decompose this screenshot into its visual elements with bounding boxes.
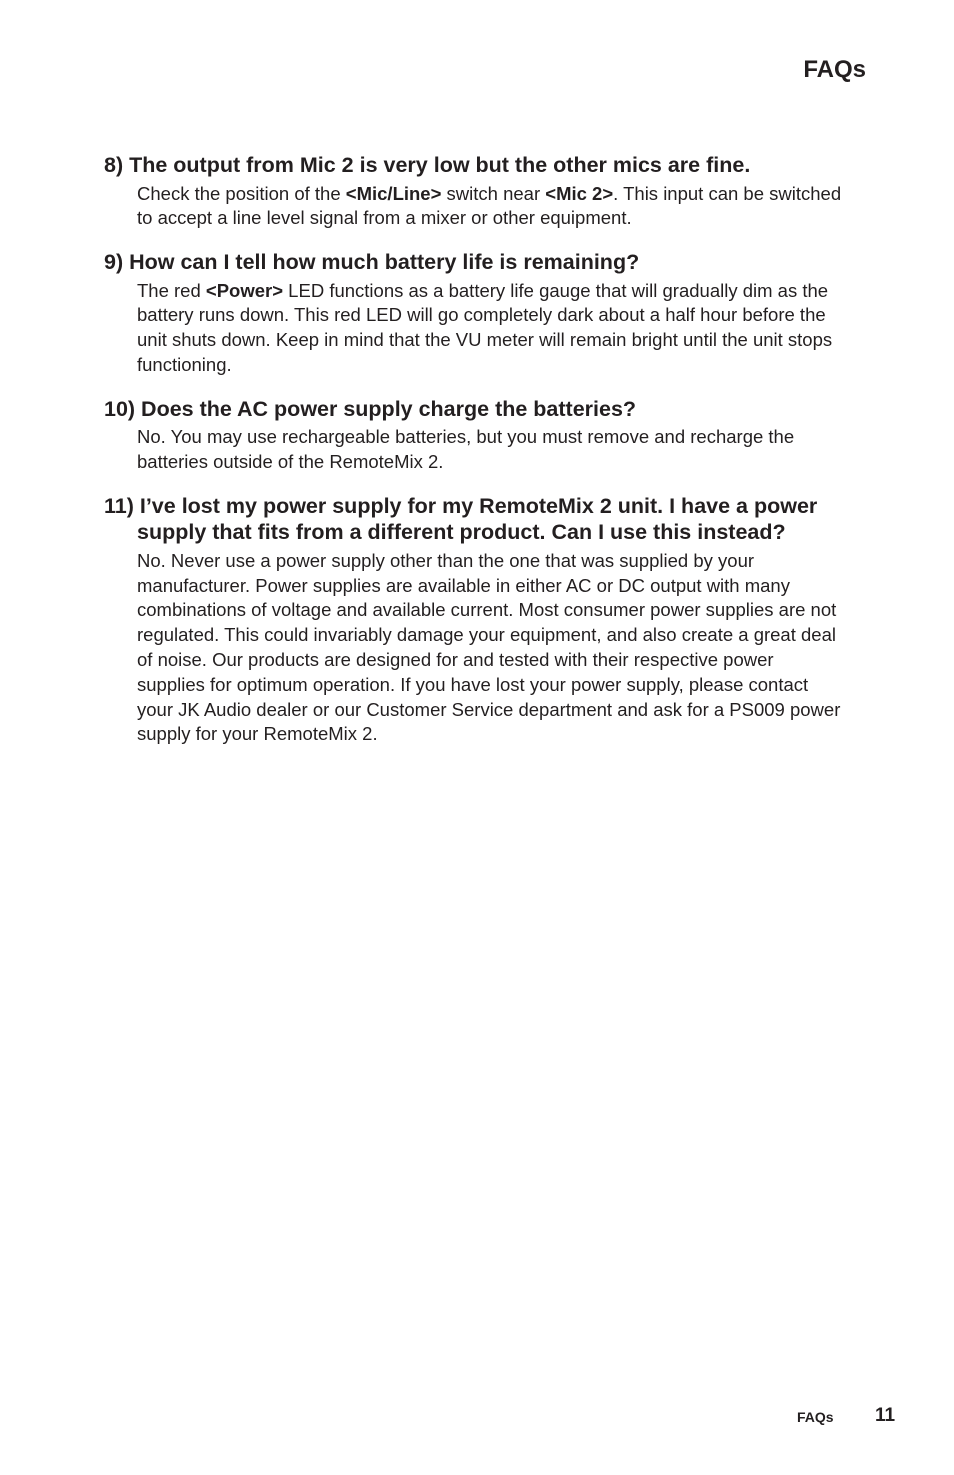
faq-answer [104, 549, 846, 747]
answer-text: LED functions as a battery life gauge that will gradually dim as the battery runs down. This red LED will go completely dark about a half hour before the unit shuts down. Keep in mind that the VU meter will remain bright until the unit stops functioning. [137, 279, 833, 375]
answer-text: Check the position of the [137, 182, 346, 204]
answer-text: . This input can be switched to accept a line level signal from a mixer or other equipment. [137, 182, 842, 229]
faq-answer [104, 182, 846, 232]
answer-text: switch near [441, 182, 546, 204]
faq-item-8 [104, 152, 846, 231]
page-number: 11 [875, 1405, 896, 1426]
faq-item-11 [104, 493, 846, 747]
faq-answer [104, 425, 846, 475]
faq-item-9 [104, 249, 846, 378]
page-title: FAQs [803, 56, 866, 83]
answer-text: No. Never use a power supply other than the one that was supplied by your manufacturer. Power supplies are available in either AC or DC output with many combinations of voltage and available current. Most consumer power supplies are not regulated. This could invariably damage your equipment, and also create a great deal of noise. Our products are designed for and tested with their respective power supplies for optimum operation. If you have lost your power supply, please contact your JK Audio dealer or our Customer Service department and ask for a PS009 power supply for your RemoteMix 2. [137, 549, 841, 745]
answer-text: The red [137, 279, 206, 301]
footer-section-label: FAQs [797, 1409, 834, 1425]
faq-answer [104, 279, 846, 378]
control-name-mic-line: <Mic/Line> [345, 182, 442, 204]
control-name-power: <Power> [205, 279, 284, 301]
faq-question: 10) Does the AC power supply charge the batteries? [104, 396, 637, 421]
faq-list [104, 152, 846, 765]
answer-text: No. You may use rechargeable batteries, but you must remove and recharge the batteries outside of the RemoteMix 2. [137, 426, 795, 473]
faq-question: 11) I’ve lost my power supply for my RemoteMix 2 unit. I have a power supply that fits from a different product. Can I use this instead? [104, 493, 818, 545]
faq-question: 8) The output from Mic 2 is very low but the other mics are fine. [104, 153, 751, 177]
faq-question: 9) How can I tell how much battery life is remaining? [104, 250, 640, 275]
control-name-mic-2: <Mic 2> [545, 182, 614, 204]
faq-item-10 [104, 396, 846, 475]
